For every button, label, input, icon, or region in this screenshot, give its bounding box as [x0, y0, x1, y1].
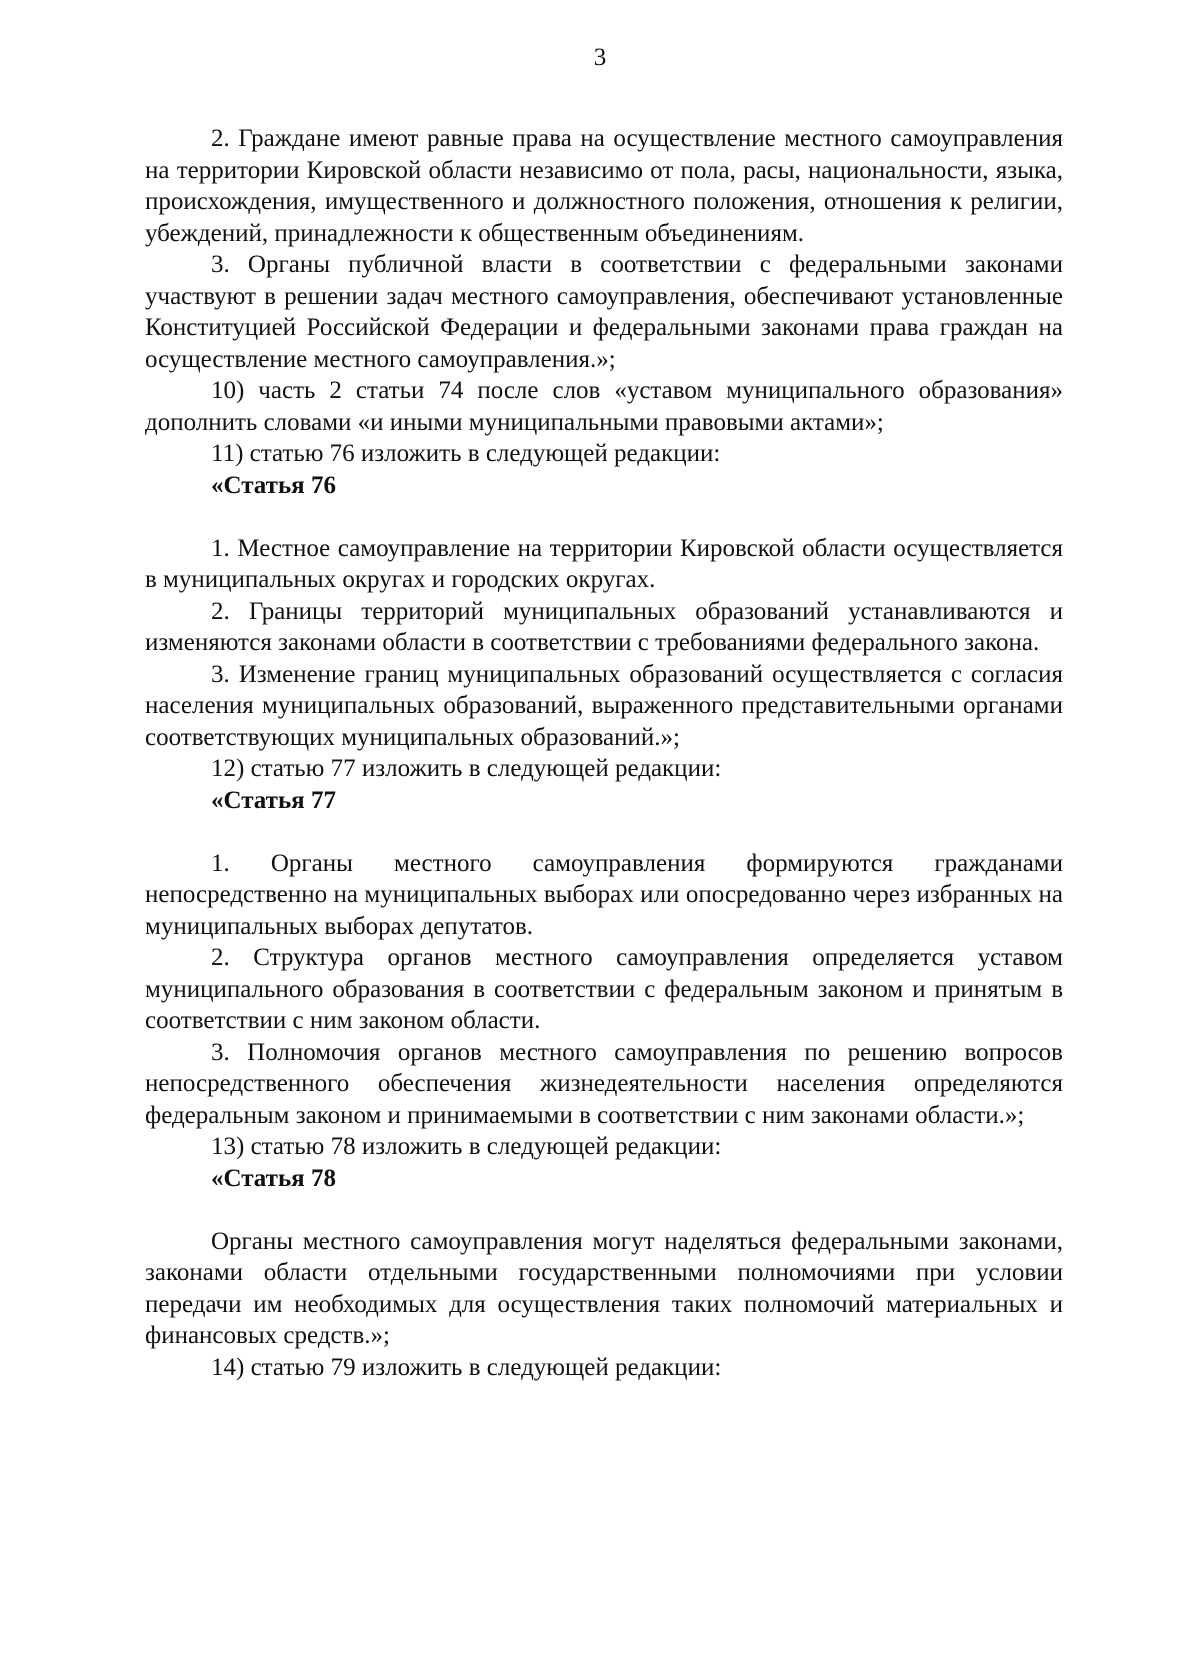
paragraph-public-authorities: 3. Органы публичной власти в соответствии с федеральными законами участвуют в решении задач местного самоуправления, обеспечивают установленные Конституцией Российской Федерации и федеральными законами права граждан на осуществление местного самоуправления.»; — [145, 251, 1063, 373]
article-78-text: Органы местного самоуправления могут наделяться федеральными законами, законами области отдельными государственными полномочиями при условии передачи им необходимых для осуществления таких полномочий материальных и финансовых средств.»; — [145, 1227, 1063, 1349]
document-body — [145, 123, 1063, 1383]
article-76-part-2: 2. Границы территорий муниципальных образований устанавливаются и изменяются законами области в соответствии с требованиями федерального закона. — [145, 597, 1063, 656]
article-77-heading: «Статья 77 — [211, 786, 336, 814]
article-77-part-1: 1. Органы местного самоуправления формируются гражданами непосредственно на муниципальных выборах или опосредованно через избранных на муниципальных выборах депутатов. — [145, 849, 1063, 940]
article-76-part-3: 3. Изменение границ муниципальных образований осуществляется с согласия населения муниципальных образований, выраженного представительными органами соответствующих муниципальных образований.»; — [145, 660, 1063, 751]
amendment-item-12: 12) статью 77 изложить в следующей редакции: — [211, 755, 722, 782]
amendment-item-11: 11) статью 76 изложить в следующей редакции: — [211, 440, 721, 467]
spacer — [145, 1194, 1063, 1226]
amendment-item-14: 14) статью 79 изложить в следующей редакции: — [211, 1353, 722, 1381]
paragraph-equal-rights: 2. Граждане имеют равные права на осуществление местного самоуправления на территории Кировской области независимо от пола, расы, национальности, языка, происхождения, имущественного и должностного положения, отношения к религии, убеждений, принадлежности к общественным объединениям. — [145, 125, 1063, 247]
article-76-part-1: 1. Местное самоуправление на территории Кировской области осуществляется в муниципальных округах и городских округах. — [145, 534, 1063, 593]
article-78-heading: «Статья 78 — [211, 1164, 336, 1192]
article-77-part-3: 3. Полномочия органов местного самоуправления по решению вопросов непосредственного обеспечения жизнедеятельности населения определяются федеральным законом и принимаемыми в соответствии с ним законами области.»; — [145, 1038, 1063, 1129]
page-number: 3 — [593, 44, 607, 71]
spacer — [145, 816, 1063, 848]
article-76-heading: «Статья 76 — [211, 471, 336, 499]
amendment-item-13: 13) статью 78 изложить в следующей редакции: — [211, 1133, 722, 1160]
spacer — [145, 501, 1063, 533]
article-77-part-2: 2. Структура органов местного самоуправления определяется уставом муниципального образования в соответствии с федеральным законом и принятым в соответствии с ним законом области. — [145, 944, 1063, 1034]
amendment-item-10: 10) часть 2 статьи 74 после слов «уставом муниципального образования» дополнить словами «и иными муниципальными правовыми актами»; — [145, 377, 1063, 436]
